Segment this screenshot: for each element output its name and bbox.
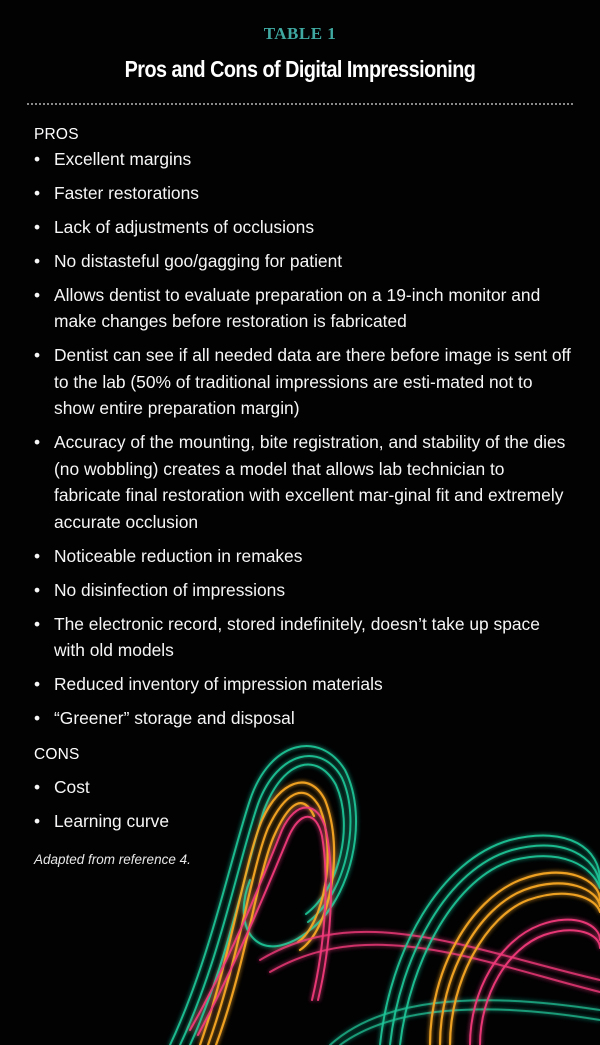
pros-heading: PROS xyxy=(34,126,79,143)
source-footnote: Adapted from reference 4. xyxy=(34,852,191,867)
table-label: TABLE 1 xyxy=(263,24,337,43)
list-item: • No disinfection of impressions xyxy=(34,577,574,604)
list-item: • Allows dentist to evaluate preparation on a 19-inch monitor and make changes before restoration is fabricated xyxy=(34,282,574,335)
list-item: • Excellent margins xyxy=(34,146,574,173)
list-item: • Dentist can see if all needed data are there before image is sent off to the lab (50% of traditional impressions are esti-mated not to show entire preparation margin) xyxy=(34,342,574,422)
cons-heading: CONS xyxy=(34,746,80,763)
list-item: • Noticeable reduction in remakes xyxy=(34,543,574,570)
list-item: • Learning curve xyxy=(34,808,574,835)
pros-list xyxy=(34,146,574,739)
list-item: • Faster restorations xyxy=(34,180,574,207)
dotted-divider xyxy=(27,103,573,105)
cons-list xyxy=(34,774,574,842)
list-item: • Reduced inventory of impression materials xyxy=(34,671,574,698)
list-item: • No distasteful goo/gagging for patient xyxy=(34,248,574,275)
table-title: Pros and Cons of Digital Impressioning xyxy=(124,56,476,82)
list-item: • Accuracy of the mounting, bite registration, and stability of the dies (no wobbling) creates a model that allows lab technician to fabricate final restoration with excellent mar-ginal fit and extremely accurate occlusion xyxy=(34,429,574,535)
list-item: • Cost xyxy=(34,774,574,801)
list-item: • “Greener” storage and disposal xyxy=(34,705,574,732)
list-item: • Lack of adjustments of occlusions xyxy=(34,214,574,241)
list-item: • The electronic record, stored indefinitely, doesn’t take up space with old models xyxy=(34,611,574,664)
